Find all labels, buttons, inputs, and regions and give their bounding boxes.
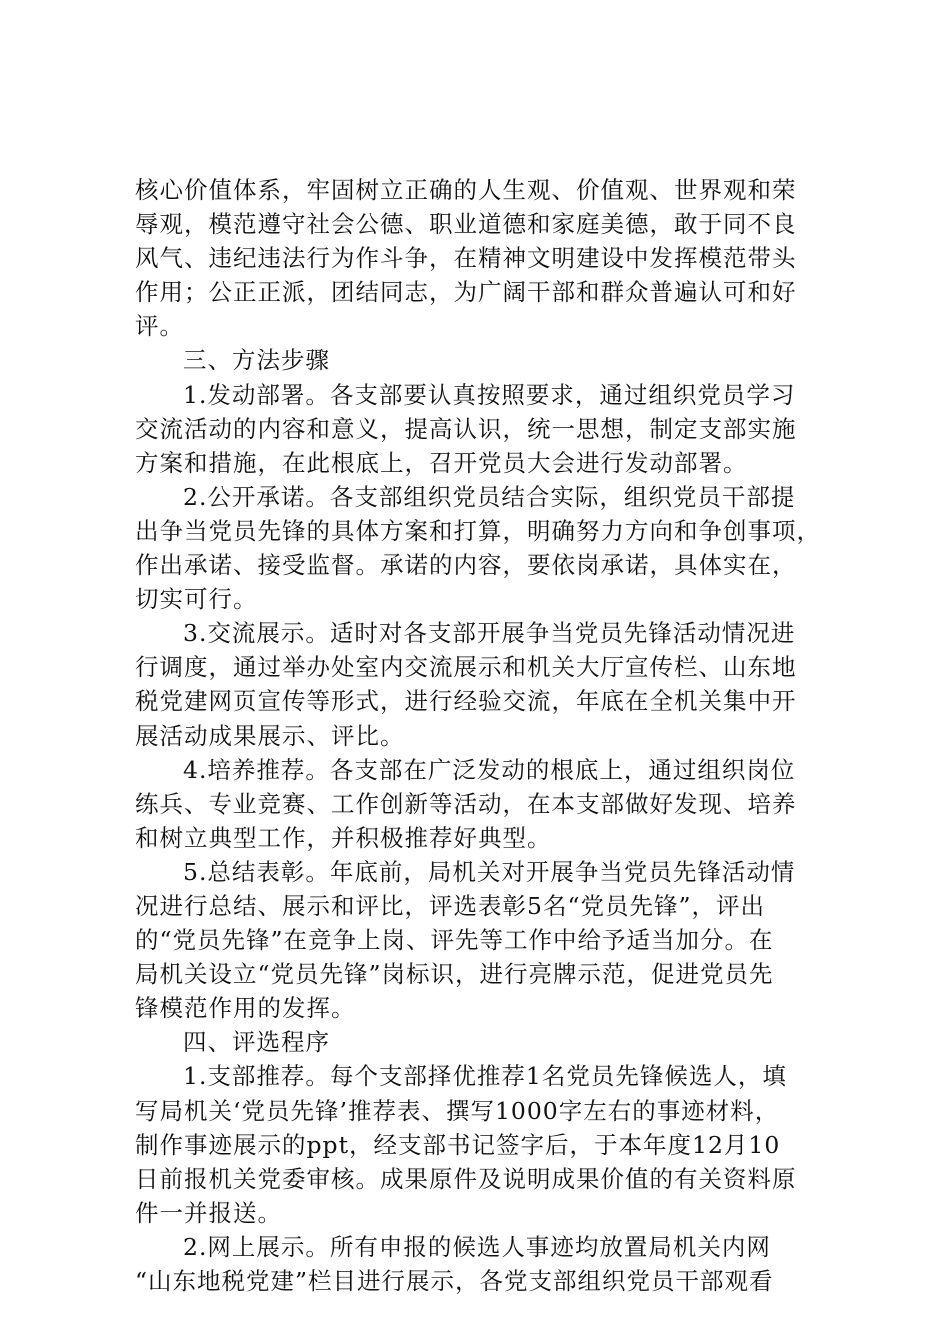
text-line: 方案和措施，在此根底上，召开党员大会进行发动部署。 [135,448,748,477]
text-line: 风气、违纪违法行为作斗争，在精神文明建设中发挥模范带头 [135,244,797,273]
text-line: 展活动成果展示、评比。 [135,721,405,750]
text-line: 3.交流展示。适时对各支部开展争当党员先锋活动情况进 [183,619,796,648]
text-line: 核心价值体系，牢固树立正确的人生观、价值观、世界观和荣 [135,176,797,204]
text-line: 2.公开承诺。各支部组织党员结合实际，组织党员干部提 [183,482,796,511]
text-line: 作用；公正正派，团结同志，为广阔干部和群众普遍认可和好 [135,278,797,307]
text-line: 交流活动的内容和意义，提高认识，统一思想，制定支部实施 [135,414,797,443]
text-line: 练兵、专业竞赛、工作创新等活动，在本支部做好发现、培养 [135,789,797,818]
text-line: 日前报机关党委审核。成果原件及说明成果价值的有关资料原 [135,1164,797,1193]
text-line: 锋模范作用的发挥。 [135,994,356,1023]
text-line: 切实可行。 [135,585,258,614]
text-line: 局机关设立“党员先锋”岗标识，进行亮牌示范，促进党员先 [135,960,774,989]
text-line: 评。 [135,312,184,341]
text-line: 写局机关‘党员先锋’推荐表、撰写1000字左右的事迹材料， [135,1096,780,1125]
text-line: 件一并报送。 [135,1198,282,1227]
text-line: 行调度，通过举办处室内交流展示和机关大厅宣传栏、山东地 [135,653,797,682]
section-heading: 四、评选程序 [183,1028,330,1057]
document-body [135,173,835,1298]
text-line: 辱观，模范遵守社会公德、职业道德和家庭美德，敢于同不良 [135,210,797,239]
text-line: 4.培养推荐。各支部在广泛发动的根底上，通过组织岗位 [183,755,796,784]
text-line: 制作事迹展示的ppt，经支部书记签字后，于本年度12月10 [135,1130,781,1159]
text-line: 5.总结表彰。年底前，局机关对开展争当党员先锋活动情 [183,857,796,886]
text-line: 1.发动部署。各支部要认真按照要求，通过组织党员学习 [183,380,796,409]
text-line: 2.网上展示。所有申报的候选人事迹均放置局机关内网 [183,1232,771,1261]
text-line: 作出承诺、接受监督。承诺的内容，要依岗承诺，具体实在， [135,551,797,580]
text-line: 出争当党员先锋的具体方案和打算，明确努力方向和争创事项， [135,516,821,545]
text-line: 和树立典型工作，并积极推荐好典型。 [135,823,552,852]
text-line: 1.支部推荐。每个支部择优推荐1名党员先锋候选人，填 [183,1062,787,1091]
text-line: “山东地税党建”栏目进行展示，各党支部组织党员干部观看 [135,1267,774,1295]
text-line: 况进行总结、展示和评比，评选表彰5名“党员先锋”，评出 [135,891,765,920]
text-line: 的“党员先锋”在竞争上岗、评先等工作中给予适当加分。在 [135,926,774,955]
section-heading: 三、方法步骤 [183,346,330,375]
text-line: 税党建网页宣传等形式，进行经验交流，年底在全机关集中开 [135,687,797,716]
